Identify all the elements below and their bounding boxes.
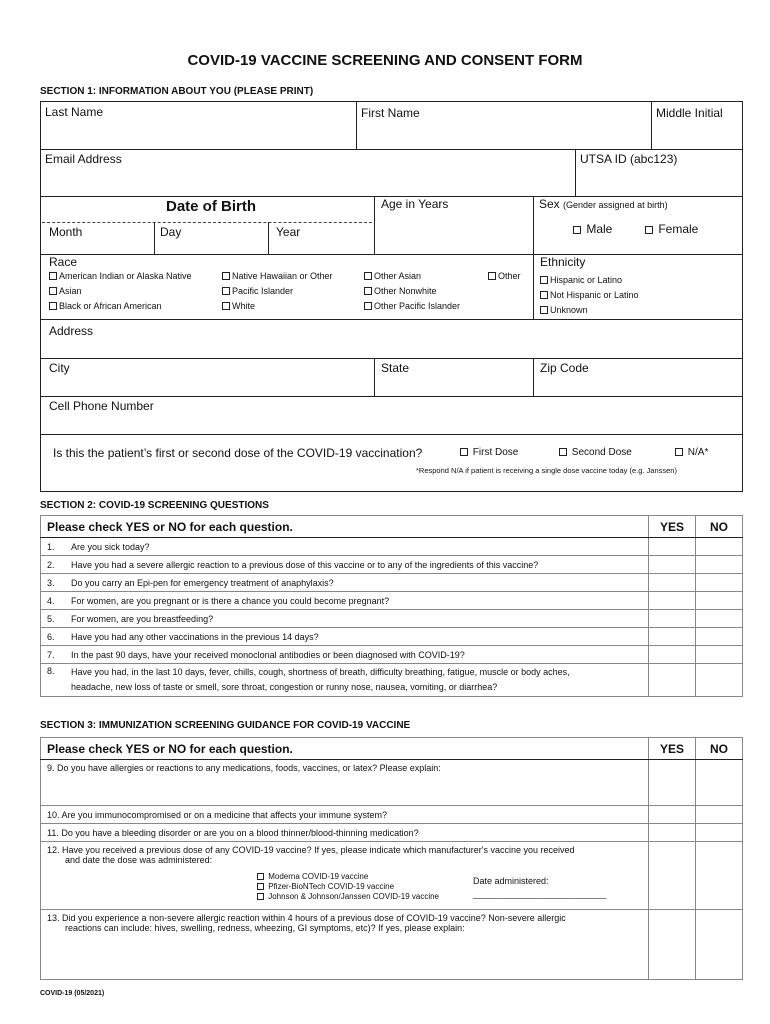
dob-year-field[interactable]: Year xyxy=(276,225,301,239)
first-dose-checkbox[interactable] xyxy=(460,448,468,456)
ethnicity-option[interactable]: Unknown xyxy=(540,305,588,315)
vaccine-option[interactable]: Johnson & Johnson/Janssen COVID-19 vaccine xyxy=(257,892,439,902)
yes-cell[interactable] xyxy=(649,556,696,574)
yes-header: YES xyxy=(649,516,696,538)
race-option[interactable]: Other Asian xyxy=(364,271,421,281)
table-row: 13. Did you experience a non-severe allergic reaction within 4 hours of a previous dose of COVID-19 vaccine? Non-severe allergic reactions can include: hives, swelling, redness, wheezing, GI symptoms, etc)? If yes, please explain: xyxy=(41,910,743,980)
yes-cell[interactable] xyxy=(649,538,696,556)
section3-instruction: Please check YES or NO for each question. xyxy=(41,738,649,760)
race-option[interactable]: Pacific Islander xyxy=(222,286,293,296)
race-option[interactable]: Other Nonwhite xyxy=(364,286,437,296)
section3-heading: SECTION 3: IMMUNIZATION SCREENING GUIDANCE FOR COVID-19 VACCINE xyxy=(40,720,411,731)
yes-cell[interactable] xyxy=(649,824,696,842)
no-cell[interactable] xyxy=(696,556,743,574)
yes-cell[interactable] xyxy=(649,574,696,592)
yes-cell[interactable] xyxy=(649,610,696,628)
form-footer: COVID-19 (05/2021) xyxy=(40,990,105,997)
yes-cell[interactable] xyxy=(649,910,696,980)
yes-cell[interactable] xyxy=(649,628,696,646)
dose-question: Is this the patient’s first or second dose of the COVID-19 vaccination? xyxy=(53,446,423,460)
race-label: Race xyxy=(49,255,78,269)
no-cell[interactable] xyxy=(696,592,743,610)
sex-female-option[interactable]: Female xyxy=(645,222,698,236)
dose-second-option[interactable]: Second Dose xyxy=(559,447,632,458)
age-field[interactable]: Age in Years xyxy=(381,197,449,211)
date-administered-field[interactable]: ______________________________ xyxy=(473,890,607,899)
middle-initial-field[interactable]: Middle Initial xyxy=(656,106,723,120)
table-row: 4. For women, are you pregnant or is there a chance you could become pregnant? xyxy=(41,592,743,610)
race-option[interactable]: Asian xyxy=(49,286,82,296)
table-row: 7. In the past 90 days, have your received monoclonal antibodies or been diagnosed with COVID-19? xyxy=(41,646,743,664)
date-administered-label: Date administered: xyxy=(473,876,549,886)
address-field[interactable]: Address xyxy=(49,324,94,338)
table-row: 9. Do you have allergies or reactions to any medications, foods, vaccines, or latex? Please explain: xyxy=(41,760,743,806)
vaccine-option[interactable]: Pfizer-BioNTech COVID-19 vaccine xyxy=(257,882,439,892)
ethnicity-label: Ethnicity xyxy=(540,255,586,269)
cell-phone-field[interactable]: Cell Phone Number xyxy=(49,399,154,413)
sex-male-option[interactable]: Male xyxy=(573,222,612,236)
dose-first-option[interactable]: First Dose xyxy=(460,447,518,458)
female-checkbox[interactable] xyxy=(645,226,653,234)
no-cell[interactable] xyxy=(696,910,743,980)
no-header: NO xyxy=(696,738,743,760)
second-dose-checkbox[interactable] xyxy=(559,448,567,456)
dob-day-field[interactable]: Day xyxy=(160,225,182,239)
table-row: 1. Are you sick today? xyxy=(41,538,743,556)
first-name-field[interactable]: First Name xyxy=(361,106,420,120)
yes-cell[interactable] xyxy=(649,646,696,664)
table-row: 3. Do you carry an Epi-pen for emergency treatment of anaphylaxis? xyxy=(41,574,743,592)
yes-cell[interactable] xyxy=(649,842,696,910)
no-cell[interactable] xyxy=(696,842,743,910)
no-cell[interactable] xyxy=(696,664,743,697)
no-header: NO xyxy=(696,516,743,538)
state-field[interactable]: State xyxy=(381,361,410,375)
male-checkbox[interactable] xyxy=(573,226,581,234)
section1-heading: SECTION 1: INFORMATION ABOUT YOU (PLEASE PRINT) xyxy=(40,86,314,97)
section2-heading: SECTION 2: COVID-19 SCREENING QUESTIONS xyxy=(40,500,269,511)
dose-note: *Respond N/A if patient is receiving a single dose vaccine today (e.g. Janssen) xyxy=(416,466,677,475)
vaccine-option[interactable]: Moderna COVID-19 vaccine xyxy=(257,872,439,882)
no-cell[interactable] xyxy=(696,646,743,664)
ethnicity-option[interactable]: Hispanic or Latino xyxy=(540,275,622,285)
dob-month-field[interactable]: Month xyxy=(49,225,83,239)
no-cell[interactable] xyxy=(696,538,743,556)
table-row: 10. Are you immunocompromised or on a medicine that affects your immune system? xyxy=(41,806,743,824)
form-title: COVID-19 VACCINE SCREENING AND CONSENT FORM xyxy=(187,52,583,69)
race-option[interactable]: American Indian or Alaska Native xyxy=(49,271,192,281)
yes-cell[interactable] xyxy=(649,806,696,824)
no-cell[interactable] xyxy=(696,824,743,842)
table-row: 6. Have you had any other vaccinations in the previous 14 days? xyxy=(41,628,743,646)
no-cell[interactable] xyxy=(696,628,743,646)
table-row: 8. Have you had, in the last 10 days, fever, chills, cough, shortness of breath, difficulty breathing, fatigue, muscle or body aches, headache, new loss of taste or smell, sore throat, congestion or runny nose, nausea, vomiting, or diarrhea? xyxy=(41,664,743,697)
last-name-field[interactable]: Last Name xyxy=(45,105,104,119)
section2-instruction: Please check YES or NO for each question. xyxy=(41,516,649,538)
no-cell[interactable] xyxy=(696,574,743,592)
table-row: 12. Have you received a previous dose of any COVID-19 vaccine? If yes, please indicate which manufacturer's vaccine you received and date the dose was administered: Moderna COVID-19 vaccine Pfizer-BioNTech COVID-19 vaccine Johnson & Johnson/Janssen COVID-19 vaccine Date administered: ______________________________ xyxy=(41,842,743,910)
sex-label: Sex (Gender assigned at birth) xyxy=(539,197,668,211)
screening-table xyxy=(40,515,743,697)
yes-cell[interactable] xyxy=(649,760,696,806)
race-option[interactable]: White xyxy=(222,301,255,311)
race-option[interactable]: Black or African American xyxy=(49,301,162,311)
email-field[interactable]: Email Address xyxy=(45,152,122,166)
guidance-table xyxy=(40,737,743,980)
ethnicity-option[interactable]: Not Hispanic or Latino xyxy=(540,290,639,300)
city-field[interactable]: City xyxy=(49,361,70,375)
yes-header: YES xyxy=(649,738,696,760)
no-cell[interactable] xyxy=(696,760,743,806)
no-cell[interactable] xyxy=(696,806,743,824)
race-option[interactable]: Native Hawaiian or Other xyxy=(222,271,333,281)
no-cell[interactable] xyxy=(696,610,743,628)
dob-heading: Date of Birth xyxy=(166,198,256,215)
utsa-id-field[interactable]: UTSA ID (abc123) xyxy=(580,152,678,166)
race-option[interactable]: Other Pacific Islander xyxy=(364,301,460,311)
table-row: 11. Do you have a bleeding disorder or are you on a blood thinner/blood-thinning medication? xyxy=(41,824,743,842)
yes-cell[interactable] xyxy=(649,592,696,610)
na-dose-checkbox[interactable] xyxy=(675,448,683,456)
dose-na-option[interactable]: N/A* xyxy=(675,447,708,458)
yes-cell[interactable] xyxy=(649,664,696,697)
table-row: 2. Have you had a severe allergic reaction to a previous dose of this vaccine or to any of the ingredients of this vaccine? xyxy=(41,556,743,574)
race-option[interactable]: Other xyxy=(488,271,521,281)
table-row: 5. For women, are you breastfeeding? xyxy=(41,610,743,628)
zip-field[interactable]: Zip Code xyxy=(540,361,589,375)
